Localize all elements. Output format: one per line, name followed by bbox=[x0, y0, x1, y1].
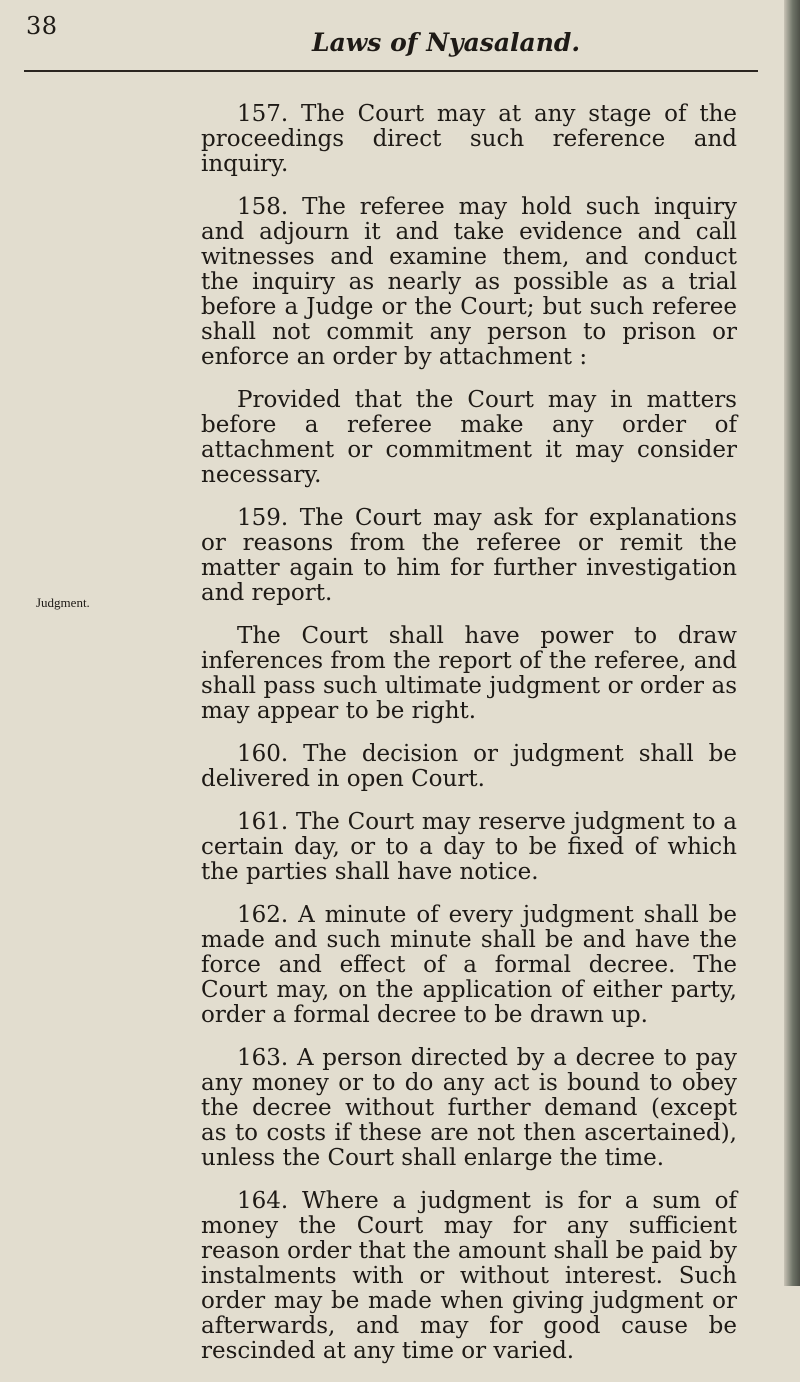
body-text bbox=[201, 102, 737, 1382]
header-rule bbox=[24, 70, 758, 72]
paragraph-158-proviso: Provided that the Court may in matters before a referee make any order of attachment or commitment it may consider necessary. bbox=[201, 387, 737, 488]
paragraph-160: 160. The decision or judgment shall be delivered in open Court. bbox=[201, 741, 737, 792]
running-title: Laws of Nyasaland. bbox=[312, 28, 581, 57]
paragraph-159: 159. The Court may ask for explanations or reasons from the referee or remit the matter again to him for further investigation and report. bbox=[201, 505, 737, 606]
page-number: 38 bbox=[26, 12, 58, 40]
paragraph-158: 158. The referee may hold such inquiry and adjourn it and take evidence and call witnesses and examine them, and conduct the inquiry as nearly as possible as a trial before a Judge or the Court; but such referee shall not commit any person to prison or enforce an order by attachment : bbox=[201, 194, 737, 370]
paragraph-159-inferences: The Court shall have power to draw inferences from the report of the referee, and shall pass such ultimate judgment or order as may appear to be right. bbox=[201, 623, 737, 724]
page-edge-shadow bbox=[784, 0, 800, 1286]
paragraph-161: 161. The Court may reserve judgment to a certain day, or to a day to be fixed of which the parties shall have notice. bbox=[201, 809, 737, 885]
paragraph-157: 157. The Court may at any stage of the proceedings direct such reference and inquiry. bbox=[201, 101, 737, 177]
paragraph-162: 162. A minute of every judgment shall be made and such minute shall be and have the force and effect of a formal decree. The Court may, on the application of either party, order a formal decree to be drawn up. bbox=[201, 902, 737, 1028]
margin-note-judgment: Judgment. bbox=[36, 595, 90, 610]
paragraph-164: 164. Where a judgment is for a sum of money the Court may for any sufficient reason order that the amount shall be paid by instalments with or without interest. Such order may be made when giving judgment or afterwards, and may for good cause be rescinded at any time or varied. bbox=[201, 1188, 737, 1364]
paragraph-163: 163. A person directed by a decree to pay any money or to do any act is bound to obey the decree without further demand (except as to costs if these are not then ascertained), unless the Court shall enlarge the time. bbox=[201, 1045, 737, 1171]
